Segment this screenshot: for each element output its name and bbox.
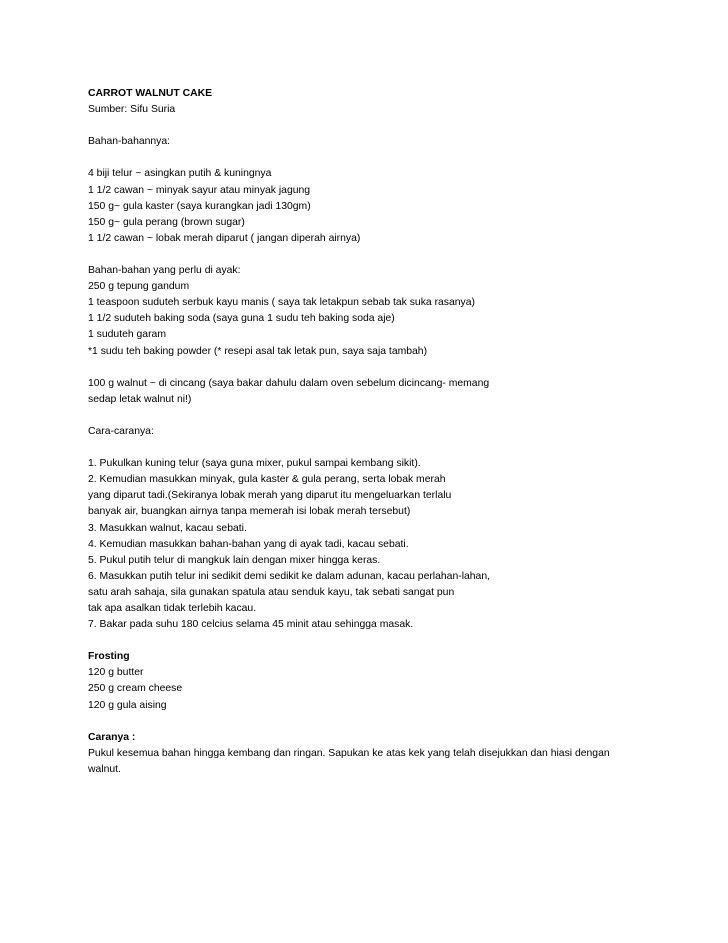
sifted-list <box>88 279 688 359</box>
spacer <box>88 714 688 730</box>
sifted-line: 1 suduteh garam <box>88 329 166 341</box>
method-heading: Cara-caranya: <box>88 425 154 437</box>
ingredients-list <box>88 166 688 246</box>
frosting-method-line: Pukul kesemua bahan hingga kembang dan ringan. Sapukan ke atas kek yang telah disejukkan dan hiasi dengan <box>88 747 610 759</box>
sifted-line: 1 teaspoon suduteh serbuk kayu manis ( saya tak letakpun sebab tak suka rasanya) <box>88 297 475 309</box>
method-line: 6. Masukkan putih telur ini sedikit demi sedikit ke dalam adunan, kacau perlahan-lahan, <box>88 570 491 582</box>
frosting-method-heading: Caranya : <box>88 731 136 743</box>
sifted-heading: Bahan-bahan yang perlu di ayak: <box>88 265 241 277</box>
recipe-source: Sumber: Sifu Suria <box>88 104 176 116</box>
frosting-heading: Frosting <box>88 651 130 663</box>
spacer <box>88 440 688 456</box>
method-line: 4. Kemudian masukkan bahan-bahan yang di ayak tadi, kacau sebati. <box>88 538 409 550</box>
sifted-line: 250 g tepung gandum <box>88 281 190 293</box>
ingredients-heading: Bahan-bahannya: <box>88 136 171 148</box>
spacer <box>88 408 688 424</box>
ingredient-line: 4 biji telur ~ asingkan putih & kuningnya <box>88 168 272 180</box>
method-line: 7. Bakar pada suhu 180 celcius selama 45 minit atau sehingga masak. <box>88 619 414 631</box>
spacer <box>88 247 688 263</box>
frosting-method-text <box>88 746 688 778</box>
ingredient-line: 1 1/2 cawan ~ minyak sayur atau minyak jagung <box>88 184 311 196</box>
method-line: banyak air, buangkan airnya tanpa memerah isi lobak merah tersebut) <box>88 506 411 518</box>
spacer <box>88 118 688 134</box>
frosting-line: 120 g gula aising <box>88 699 167 711</box>
recipe-title: CARROT WALNUT CAKE <box>88 88 213 99</box>
method-line: 1. Pukulkan kuning telur (saya guna mixer, pukul sampai kembang sikit). <box>88 458 421 470</box>
walnut-line: sedap letak walnut ni!) <box>88 393 192 405</box>
ingredient-line: 150 g~ gula kaster (saya kurangkan jadi 130gm) <box>88 200 311 212</box>
spacer <box>88 633 688 649</box>
recipe-text <box>88 86 688 778</box>
ingredient-line: 150 g~ gula perang (brown sugar) <box>88 216 245 228</box>
method-line: 5. Pukul putih telur di mangkuk lain dengan mixer hingga keras. <box>88 554 381 566</box>
frosting-line: 250 g cream cheese <box>88 683 183 695</box>
ingredient-line: 1 1/2 cawan ~ lobak merah diparut ( jangan diperah airnya) <box>88 232 361 244</box>
sifted-line: 1 1/2 suduteh baking soda (saya guna 1 sudu teh baking soda aje) <box>88 313 395 325</box>
walnut-note <box>88 376 688 408</box>
frosting-method-line: walnut. <box>88 763 121 775</box>
method-line: tak apa asalkan tidak terlebih kacau. <box>88 603 257 614</box>
method-line: yang diparut tadi.(Sekiranya lobak merah yang diparut itu mengeluarkan terlalu <box>88 490 452 502</box>
method-line: 3. Masukkan walnut, kacau sebati. <box>88 522 247 534</box>
method-line: satu arah sahaja, sila gunakan spatula atau senduk kayu, tak sebati sangat pun <box>88 586 455 598</box>
method-list <box>88 456 688 633</box>
method-line: 2. Kemudian masukkan minyak, gula kaster & gula perang, serta lobak merah <box>88 474 446 486</box>
sifted-line: *1 sudu teh baking powder (* resepi asal tak letak pun, saya saja tambah) <box>88 345 428 357</box>
spacer <box>88 150 688 166</box>
frosting-line: 120 g butter <box>88 667 144 679</box>
frosting-list <box>88 665 688 713</box>
walnut-line: 100 g walnut ~ di cincang (saya bakar dahulu dalam oven sebelum dicincang- memang <box>88 377 490 389</box>
spacer <box>88 360 688 376</box>
